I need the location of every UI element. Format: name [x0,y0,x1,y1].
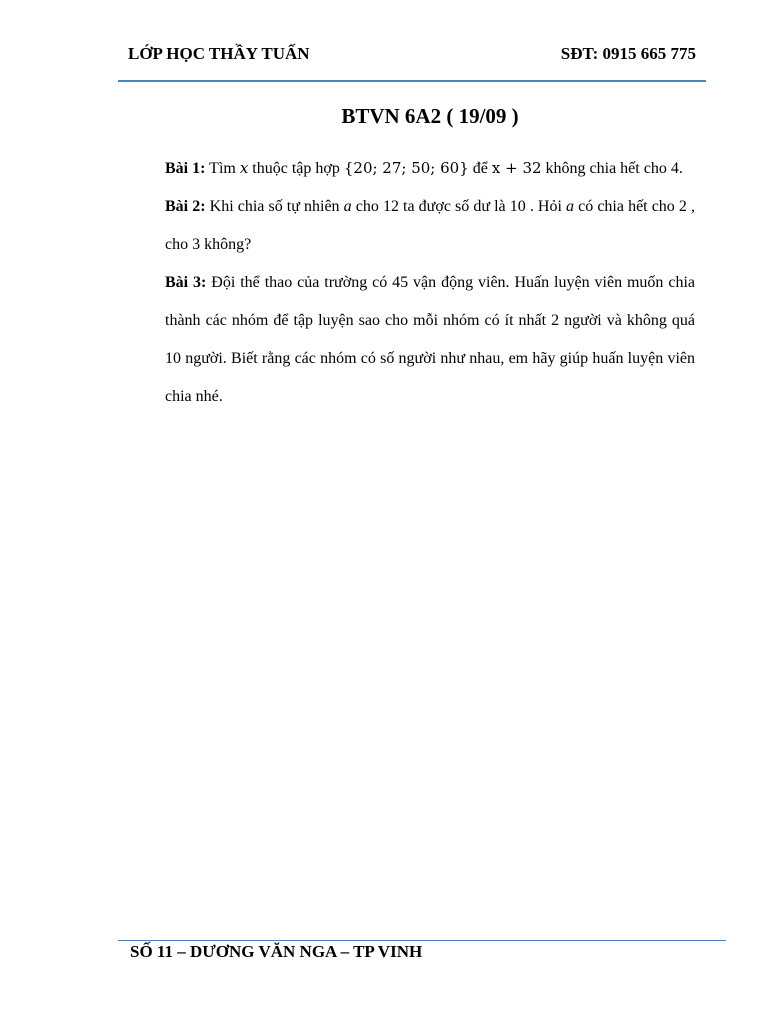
problem-3 [165,264,695,416]
problem-2-variable: a [343,198,352,215]
header-class-name: LỚP HỌC THẦY TUẤN [128,44,310,63]
problem-2-text: có chia hết cho 2 , cho 3 không? [165,198,695,253]
header-divider [118,80,706,82]
page-title: BTVN 6A2 ( 19/09 ) [341,104,519,128]
problem-3-text: Đội thể thao của trường có 45 vận động viên. Huấn luyện viên muốn chia thành các nhóm để tập luyện sao cho mỗi nhóm có ít nhất 2 người và không quá 10 người. Biết rằng các nhóm có số người như nhau, em hãy giúp huấn luyện viên chia nhé. [165,274,695,405]
problem-2-label: Bài 2: [165,198,206,215]
problem-2-text: cho 12 ta được số dư là 10 . Hỏi [351,198,567,215]
page-header [128,44,696,66]
problem-1-text: không chia hết cho 4. [541,160,683,177]
problem-1 [165,149,695,188]
problem-2-text: Khi chia số tự nhiên [205,198,344,215]
header-phone: SĐT: 0915 665 775 [560,44,696,63]
problem-1-set: {20; 27; 50; 60} [343,159,469,177]
problem-1-text: thuộc tập hợp [248,160,344,177]
problem-1-expression: x + 32 [491,159,542,177]
problem-2 [165,188,695,264]
page-footer-address: SỐ 11 – DƯƠNG VĂN NGA – TP VINH [130,942,423,961]
footer-divider [118,940,726,941]
problem-list [165,149,695,416]
problem-1-variable: x [239,159,249,177]
problem-1-text: Tìm [205,160,240,177]
problem-3-label: Bài 3: [165,274,207,291]
problem-2-variable: a [566,198,575,215]
problem-1-text: để [468,160,492,177]
problem-1-label: Bài 1: [165,160,206,177]
